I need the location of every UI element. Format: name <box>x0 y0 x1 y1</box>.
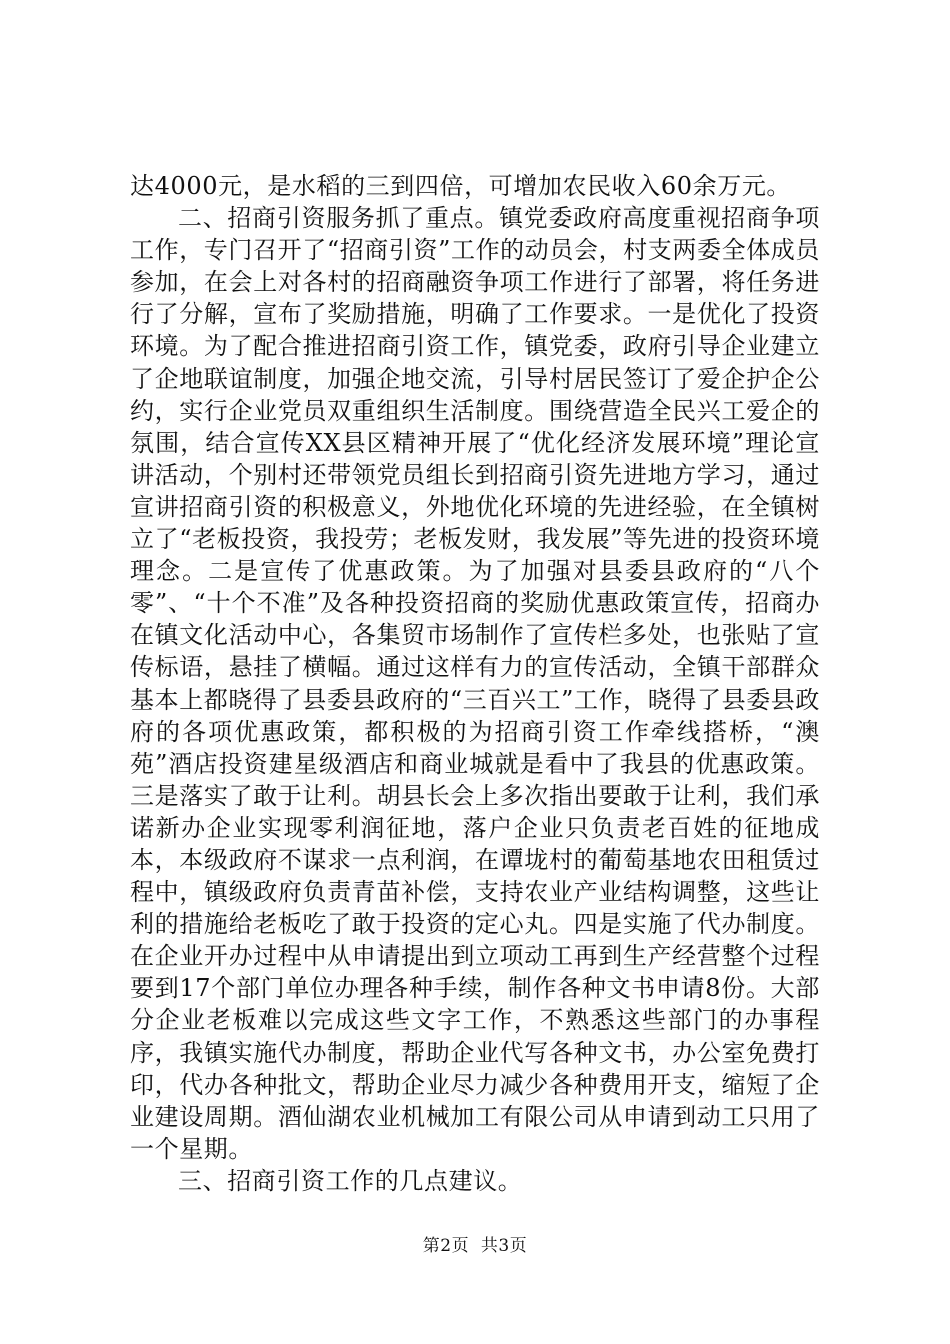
document-body <box>130 170 820 1197</box>
page-number: 第2页 共3页 <box>422 1236 528 1256</box>
paragraph-continuation: 达4000元，是水稻的三到四倍，可增加农民收入60余万元。 <box>130 172 792 200</box>
page-footer <box>0 1235 950 1257</box>
paragraph-section-three-heading: 三、招商引资工作的几点建议。 <box>178 1166 523 1195</box>
paragraph-section-two: 二、招商引资服务抓了重点。镇党委政府高度重视招商争项工作，专门召开了“招商引资”工作的动员会，村支两委全体成员参加，在会上对各村的招商融资争项工作进行了部署，将任务进行了分解，宣布了奖励措施，明确了工作要求。一是优化了投资环境。为了配合推进招商引资工作，镇党委，政府引导企业建立了企地联谊制度，加强企地交流，引导村居民签订了爱企护企公约，实行企业党员双重组织生活制度。围绕营造全民兴工爱企的氛围，结合宣传XX县区精神开展了“优化经济发展环境”理论宣讲活动，个别村还带领党员组长到招商引资先进地方学习，通过宣讲招商引资的积极意义，外地优化环境的先进经验，在全镇树立了“老板投资，我投劳；老板发财，我发展”等先进的投资环境理念。二是宣传了优惠政策。为了加强对县委县政府的“八个零”、“十个不准”及各种投资招商的奖励优惠政策宣传，招商办在镇文化活动中心，各集贸市场制作了宣传栏多处，也张贴了宣传标语，悬挂了横幅。通过这样有力的宣传活动，全镇干部群众基本上都晓得了县委县政府的“三百兴工”工作，晓得了县委县政府的各项优惠政策，都积极的为招商引资工作牵线搭桥，“澳苑”酒店投资建星级酒店和商业城就是看中了我县的优惠政策。三是落实了敢于让利。胡县长会上多次指出要敢于让利，我们承诺新办企业实现零利润征地，落户企业只负责老百姓的征地成本，本级政府不谋求一点利润，在谭垅村的葡萄基地农田租赁过程中，镇级政府负责青苗补偿，支持农业产业结构调整，这些让利的措施给老板吃了敢于投资的定心丸。四是实施了代办制度。在企业开办过程中从申请提出到立项动工再到生产经营整个过程要到17个部门单位办理各种手续，制作各种文书申请8份。大部分企业老板难以完成这些文字工作，不熟悉这些部门的办事程序，我镇实施代办制度，帮助企业代写各种文书，办公室免费打印，代办各种批文，帮助企业尽力减少各种费用开支，缩短了企业建设周期。酒仙湖农业机械加工有限公司从申请到动工只用了一个星期。 <box>130 204 820 1163</box>
